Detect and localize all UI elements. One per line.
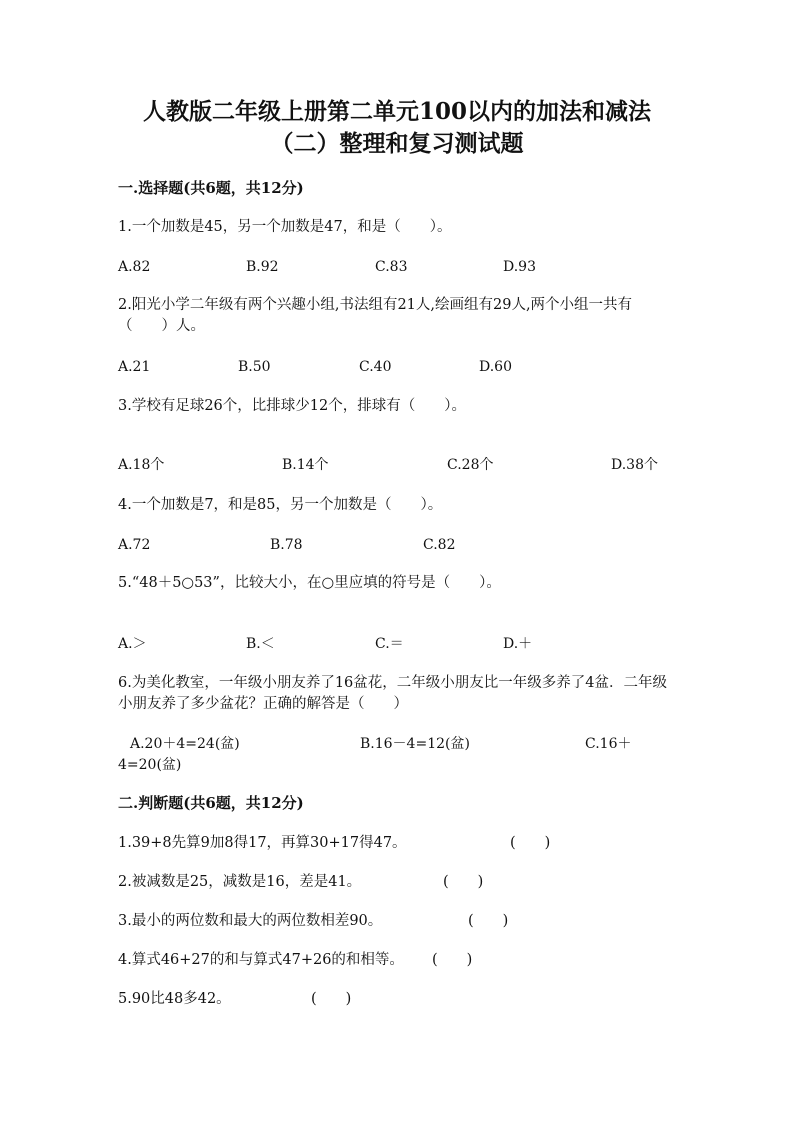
choice-2-option-d: D.60 xyxy=(479,359,512,375)
choice-6-option-c: C.16＋ xyxy=(585,736,632,752)
page-title-line-2: （二）整理和复习测试题 xyxy=(270,130,524,157)
judge-5-answer-blank: ( ) xyxy=(311,991,352,1007)
choice-4-option-c: C.82 xyxy=(423,537,456,553)
choice-5-option-b: B.＜ xyxy=(246,636,275,652)
choice-6-option-c-continued: 4=20(盆) xyxy=(118,757,182,773)
choice-2-option-a: A.21 xyxy=(118,359,151,375)
judge-3-answer-blank: ( ) xyxy=(468,913,509,929)
section-heading-true-false: 二.判断题(共6题，共12分) xyxy=(118,794,304,812)
choice-1-option-d: D.93 xyxy=(503,259,536,275)
choice-question-4: 4.一个加数是7，和是85，另一个加数是（ ）。 xyxy=(118,497,443,513)
section-heading-multiple-choice: 一.选择题(共6题，共12分) xyxy=(118,179,304,197)
choice-6-option-a: A.20＋4=24(盆) xyxy=(130,736,240,752)
judge-2-answer-blank: ( ) xyxy=(443,874,484,890)
choice-1-option-a: A.82 xyxy=(118,259,151,275)
judge-1-answer-blank: ( ) xyxy=(510,835,551,851)
judge-question-5: 5.90比48多42。 xyxy=(118,991,231,1007)
choice-question-6: 6.为美化教室，一年级小朋友养了16盆花，二年级小朋友比一年级多养了4盆．二年级小朋友养了多少盆花？正确的解答是（ ） xyxy=(118,675,668,712)
choice-3-option-a: A.18个 xyxy=(118,457,165,473)
choice-6-option-b: B.16－4=12(盆) xyxy=(360,736,470,752)
choice-3-option-c: C.28个 xyxy=(447,457,494,473)
judge-question-1: 1.39+8先算9加8得17，再算30+17得47。 xyxy=(118,835,407,851)
choice-1-option-b: B.92 xyxy=(246,259,279,275)
judge-question-3: 3.最小的两位数和最大的两位数相差90。 xyxy=(118,913,383,929)
choice-3-option-d: D.38个 xyxy=(611,457,658,473)
choice-question-5: 5.“48＋5○53”，比较大小，在○里应填的符号是（ ）。 xyxy=(118,575,501,591)
choice-3-option-b: B.14个 xyxy=(282,457,329,473)
choice-question-1: 1.一个加数是45，另一个加数是47，和是（ ）。 xyxy=(118,219,452,235)
choice-5-option-d: D.＋ xyxy=(503,636,533,652)
choice-question-3: 3.学校有足球26个，比排球少12个，排球有（ ）。 xyxy=(118,398,466,414)
judge-4-answer-blank: ( ) xyxy=(432,952,473,968)
choice-5-option-a: A.＞ xyxy=(118,636,147,652)
choice-2-option-b: B.50 xyxy=(238,359,271,375)
choice-4-option-a: A.72 xyxy=(118,537,151,553)
choice-2-option-c: C.40 xyxy=(359,359,392,375)
page-title-line-1: 人教版二年级上册第二单元100以内的加法和减法 xyxy=(142,98,651,125)
choice-question-2: 2.阳光小学二年级有两个兴趣小组,书法组有21人,绘画组有29人,两个小组一共有（ ）人。 xyxy=(118,297,633,334)
judge-question-4: 4.算式46+27的和与算式47+26的和相等。 xyxy=(118,952,404,968)
choice-4-option-b: B.78 xyxy=(270,537,303,553)
judge-question-2: 2.被减数是25，减数是16，差是41。 xyxy=(118,874,362,890)
choice-5-option-c: C.＝ xyxy=(375,636,404,652)
choice-1-option-c: C.83 xyxy=(375,259,408,275)
